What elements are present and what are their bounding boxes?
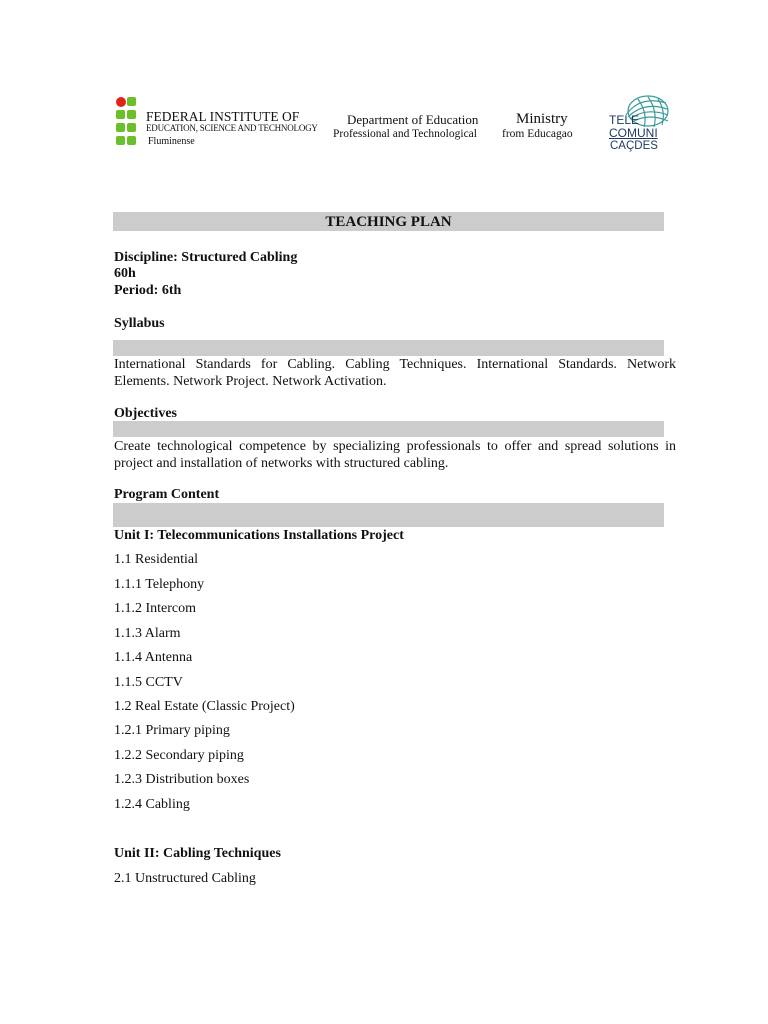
unit1-item: 1.2.4 Cabling bbox=[114, 797, 190, 812]
unit1-item: 1.1.1 Telephony bbox=[114, 577, 205, 592]
unit1-item: 1.2 Real Estate (Classic Project) bbox=[114, 699, 295, 714]
discipline: Discipline: Structured Cabling bbox=[114, 250, 298, 265]
objectives-bar bbox=[113, 421, 664, 437]
hours: 60h bbox=[114, 266, 136, 281]
tele-logo-line-1: TELE bbox=[609, 113, 640, 127]
unit1-item: 1.2.3 Distribution boxes bbox=[114, 772, 250, 787]
unit1-item: 1.1.5 CCTV bbox=[114, 675, 183, 690]
department-line-2: Professional and Technological bbox=[333, 128, 477, 140]
unit1-item: 1.1.2 Intercom bbox=[114, 601, 197, 616]
institute-logo bbox=[116, 97, 138, 147]
telecommunications-logo bbox=[604, 93, 670, 157]
unit1-item: 1.2.1 Primary piping bbox=[114, 723, 230, 738]
document-title: TEACHING PLAN bbox=[325, 214, 452, 230]
tele-logo-line-2: COMUNI bbox=[609, 126, 658, 140]
unit1-item: 1.1.4 Antenna bbox=[114, 650, 193, 665]
unit2-item: 2.1 Unstructured Cabling bbox=[114, 871, 256, 886]
institute-name: FEDERAL INSTITUTE OF bbox=[146, 109, 300, 124]
ministry-line-1: Ministry bbox=[516, 111, 568, 127]
department-line-1: Department of Education bbox=[347, 112, 479, 127]
unit1-item: 1.1.3 Alarm bbox=[114, 626, 181, 641]
unit1-item: 1.2.2 Secondary piping bbox=[114, 748, 244, 763]
program-bar bbox=[113, 503, 664, 527]
unit1-item: 1.1 Residential bbox=[114, 552, 198, 567]
syllabus-bar bbox=[113, 340, 664, 356]
unit2-heading: Unit II: Cabling Techniques bbox=[114, 846, 281, 861]
institute-subtitle: EDUCATION, SCIENCE AND TECHNOLOGY bbox=[146, 123, 318, 133]
institute-campus: Fluminense bbox=[148, 136, 195, 147]
program-heading: Program Content bbox=[114, 487, 220, 502]
objectives-text: Create technological competence by specializing professionals to offer and spread solutions in project and installation of networks with structured cabling. bbox=[114, 439, 676, 471]
syllabus-text: International Standards for Cabling. Cabling Techniques. International Standards. Network Elements. Network Project. Network Activation. bbox=[114, 357, 676, 389]
period: Period: 6th bbox=[114, 283, 182, 298]
tele-logo-line-3: CAÇDES bbox=[610, 140, 658, 152]
ministry-line-2: from Educagao bbox=[502, 128, 573, 140]
title-bar bbox=[113, 212, 664, 231]
objectives-heading: Objectives bbox=[114, 406, 177, 421]
syllabus-heading: Syllabus bbox=[114, 316, 165, 331]
unit1-heading: Unit I: Telecommunications Installations Project bbox=[114, 528, 404, 543]
